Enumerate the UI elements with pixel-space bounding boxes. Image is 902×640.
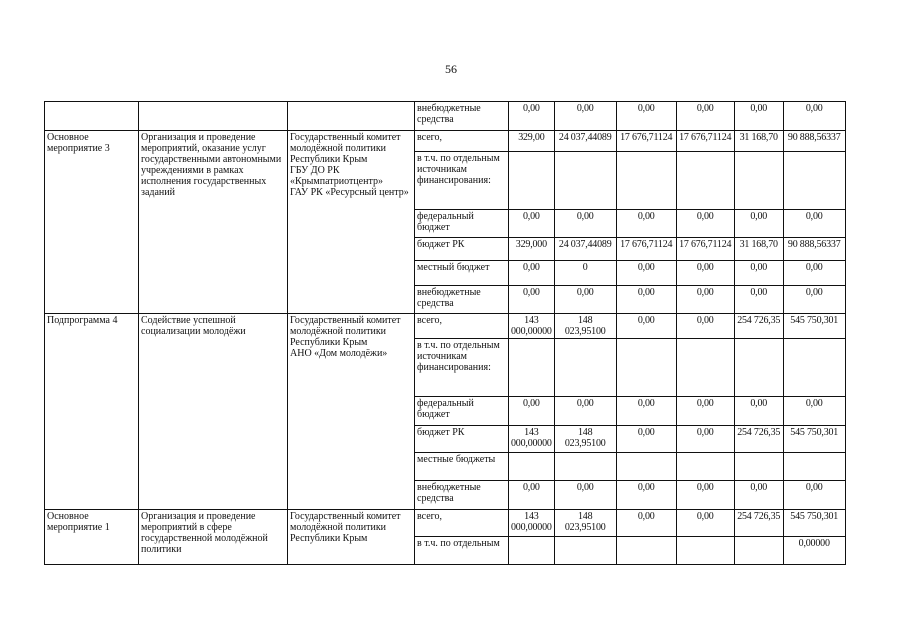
amount-cell xyxy=(734,537,783,565)
amount-cell: 0,00 xyxy=(509,481,555,510)
amount-cell: 0,00 xyxy=(734,481,783,510)
amount-cell: 0,00 xyxy=(676,510,734,537)
amount-cell xyxy=(509,453,555,481)
funding-source-cell: местный бюджет xyxy=(415,261,509,286)
amount-cell: 17 676,71124 xyxy=(616,131,676,152)
amount-cell xyxy=(554,453,616,481)
budget-table xyxy=(44,101,846,565)
amount-cell: 0,00 xyxy=(509,210,555,238)
amount-cell: 254 726,35 xyxy=(734,510,783,537)
funding-source-cell: всего, xyxy=(415,314,509,339)
amount-cell: 329,00 xyxy=(509,131,555,152)
amount-cell: 0,00 xyxy=(616,397,676,426)
amount-cell xyxy=(783,453,845,481)
amount-cell xyxy=(734,453,783,481)
amount-cell xyxy=(616,537,676,565)
budget-table-body xyxy=(45,102,846,565)
amount-cell: 0,00 xyxy=(509,261,555,286)
amount-cell: 0,00 xyxy=(734,102,783,131)
funding-source-cell: в т.ч. по отдельным источникам финансирования: xyxy=(415,152,509,210)
amount-cell xyxy=(509,537,555,565)
funding-source-cell: внебюджетные средства xyxy=(415,286,509,314)
amount-cell: 0,00 xyxy=(676,481,734,510)
row-executor-cell: Государственный комитет молодёжной политики Республики Крым xyxy=(288,510,415,565)
amount-cell xyxy=(616,339,676,397)
row-code-cell: Основное мероприятие 3 xyxy=(45,131,139,314)
amount-cell xyxy=(554,339,616,397)
amount-cell: 0,00 xyxy=(616,261,676,286)
amount-cell xyxy=(554,537,616,565)
amount-cell: 0,00 xyxy=(676,426,734,453)
amount-cell: 0,00 xyxy=(783,102,845,131)
amount-cell xyxy=(616,152,676,210)
table-row xyxy=(45,131,846,152)
amount-cell: 143 000,00000 xyxy=(509,426,555,453)
amount-cell xyxy=(734,339,783,397)
amount-cell xyxy=(676,453,734,481)
row-name-cell xyxy=(139,102,288,131)
amount-cell: 0,00 xyxy=(616,426,676,453)
amount-cell xyxy=(676,152,734,210)
amount-cell: 148 023,95100 xyxy=(554,426,616,453)
amount-cell: 0,00 xyxy=(616,481,676,510)
amount-cell xyxy=(783,339,845,397)
amount-cell: 0,00 xyxy=(616,510,676,537)
amount-cell: 0 xyxy=(554,261,616,286)
amount-cell: 0,00 xyxy=(783,210,845,238)
funding-source-cell: в т.ч. по отдельным источникам финансирования: xyxy=(415,339,509,397)
amount-cell: 143 000,00000 xyxy=(509,510,555,537)
table-row xyxy=(45,102,846,131)
amount-cell xyxy=(509,339,555,397)
amount-cell: 0,00 xyxy=(783,261,845,286)
row-code-cell xyxy=(45,102,139,131)
amount-cell: 0,00 xyxy=(616,314,676,339)
table-row xyxy=(45,510,846,537)
amount-cell: 0,00 xyxy=(783,397,845,426)
amount-cell xyxy=(509,152,555,210)
amount-cell: 0,00 xyxy=(676,210,734,238)
amount-cell: 0,00 xyxy=(734,397,783,426)
amount-cell: 0,00 xyxy=(554,286,616,314)
funding-source-cell: бюджет РК xyxy=(415,426,509,453)
amount-cell: 143 000,00000 xyxy=(509,314,555,339)
amount-cell: 148 023,95100 xyxy=(554,314,616,339)
amount-cell: 90 888,56337 xyxy=(783,238,845,261)
amount-cell: 24 037,44089 xyxy=(554,131,616,152)
amount-cell: 0,00 xyxy=(676,261,734,286)
amount-cell: 90 888,56337 xyxy=(783,131,845,152)
row-code-cell: Основное мероприятие 1 xyxy=(45,510,139,565)
amount-cell: 254 726,35 xyxy=(734,314,783,339)
amount-cell: 0,00 xyxy=(554,102,616,131)
amount-cell: 254 726,35 xyxy=(734,426,783,453)
amount-cell: 545 750,301 xyxy=(783,426,845,453)
row-name-cell: Содействие успешной социализации молодёжи xyxy=(139,314,288,510)
amount-cell: 0,00 xyxy=(616,286,676,314)
amount-cell: 148 023,95100 xyxy=(554,510,616,537)
amount-cell xyxy=(554,152,616,210)
amount-cell xyxy=(783,152,845,210)
amount-cell: 0,00 xyxy=(676,102,734,131)
row-code-cell: Подпрограмма 4 xyxy=(45,314,139,510)
amount-cell: 0,00000 xyxy=(783,537,845,565)
funding-source-cell: внебюджетные средства xyxy=(415,481,509,510)
amount-cell: 17 676,71124 xyxy=(676,238,734,261)
row-name-cell: Организация и проведение мероприятий, оказание услуг государственными автономными учреждениями в рамках исполнения государственных заданий xyxy=(139,131,288,314)
funding-source-cell: в т.ч. по отдельным xyxy=(415,537,509,565)
amount-cell: 0,00 xyxy=(734,286,783,314)
amount-cell: 0,00 xyxy=(554,397,616,426)
amount-cell: 0,00 xyxy=(734,261,783,286)
amount-cell: 31 168,70 xyxy=(734,131,783,152)
amount-cell: 24 037,44089 xyxy=(554,238,616,261)
amount-cell: 0,00 xyxy=(509,286,555,314)
amount-cell: 31 168,70 xyxy=(734,238,783,261)
amount-cell xyxy=(616,453,676,481)
amount-cell: 0,00 xyxy=(676,397,734,426)
amount-cell: 17 676,71124 xyxy=(676,131,734,152)
funding-source-cell: внебюджетные средства xyxy=(415,102,509,131)
amount-cell: 0,00 xyxy=(616,102,676,131)
amount-cell xyxy=(676,537,734,565)
funding-source-cell: местные бюджеты xyxy=(415,453,509,481)
row-executor-cell: Государственный комитет молодёжной политики Республики Крым ГБУ ДО РК «Крымпатриотцентр» ГАУ РК «Ресурсный центр» xyxy=(288,131,415,314)
amount-cell: 329,000 xyxy=(509,238,555,261)
amount-cell: 0,00 xyxy=(509,397,555,426)
table-row xyxy=(45,314,846,339)
row-name-cell: Организация и проведение мероприятий в сфере государственной молодёжной политики xyxy=(139,510,288,565)
page-number: 56 xyxy=(445,62,457,76)
amount-cell: 0,00 xyxy=(783,481,845,510)
row-executor-cell: Государственный комитет молодёжной политики Республики Крым АНО «Дом молодёжи» xyxy=(288,314,415,510)
amount-cell: 0,00 xyxy=(554,481,616,510)
amount-cell: 0,00 xyxy=(676,314,734,339)
funding-source-cell: федеральный бюджет xyxy=(415,210,509,238)
funding-source-cell: федеральный бюджет xyxy=(415,397,509,426)
amount-cell: 545 750,301 xyxy=(783,510,845,537)
funding-source-cell: всего, xyxy=(415,510,509,537)
amount-cell: 0,00 xyxy=(554,210,616,238)
amount-cell xyxy=(734,152,783,210)
amount-cell: 0,00 xyxy=(734,210,783,238)
amount-cell: 0,00 xyxy=(509,102,555,131)
amount-cell: 17 676,71124 xyxy=(616,238,676,261)
funding-source-cell: бюджет РК xyxy=(415,238,509,261)
amount-cell: 0,00 xyxy=(783,286,845,314)
amount-cell: 545 750,301 xyxy=(783,314,845,339)
row-executor-cell xyxy=(288,102,415,131)
amount-cell: 0,00 xyxy=(616,210,676,238)
funding-source-cell: всего, xyxy=(415,131,509,152)
amount-cell: 0,00 xyxy=(676,286,734,314)
amount-cell xyxy=(676,339,734,397)
